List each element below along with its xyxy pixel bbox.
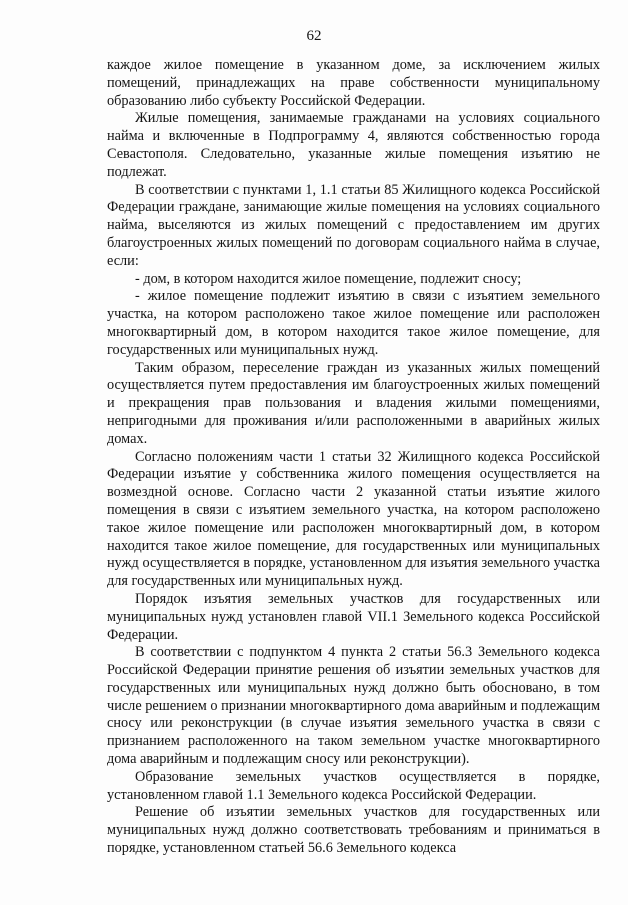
list-item: - дом, в котором находится жилое помещение, подлежит сносу; [135,270,522,287]
paragraph: Жилые помещения, занимаемые гражданами на условиях социального найма и включенные в Подпрограмму 4, являются собственностью города Севастополя. Следовательно, указанные жилые помещения изъятию не подлежат. [107,110,600,180]
list-item: - жилое помещение подлежит изъятию в связи с изъятием земельного участка, на котором расположено такое жилое помещение или расположен многоквартирный дом, в котором находится такое жилое помещение, для государственных или муниципальных нужд. [107,288,600,358]
paragraph: Таким образом, переселение граждан из указанных жилых помещений осуществляется путем предоставления им благоустроенных жилых помещений и прекращения прав пользования и владения жилыми помещениями, непригодными для проживания и/или расположенными в аварийных жилых домах. [107,359,600,447]
page-number: 62 [306,28,322,44]
paragraph: Решение об изъятии земельных участков для государственных или муниципальных нужд должно соответствовать требованиям и приниматься в порядке, установленном статьей 56.6 Земельного кодекса [107,804,600,857]
paragraph: Образование земельных участков осуществляется в порядке, установленном главой 1.1 Земельного кодекса Российской Федерации. [107,768,600,803]
body-text [107,57,600,858]
paragraph-continued: каждое жилое помещение в указанном доме, за исключением жилых помещений, принадлежащих на праве собственности муниципальному образованию либо субъекту Российской Федерации. [107,57,600,109]
paragraph: Порядок изъятия земельных участков для государственных или муниципальных нужд установлен главой VII.1 Земельного кодекса Российской Федерации. [107,590,600,643]
paragraph: В соответствии с пунктами 1, 1.1 статьи 85 Жилищного кодекса Российской Федерации граждане, занимающие жилые помещения на условиях социального найма, выселяются из жилых помещений с предоставлением им других благоустроенных жилых помещений по договорам социального найма в случае, если: [107,181,600,269]
paragraph: В соответствии с подпунктом 4 пункта 2 статьи 56.3 Земельного кодекса Российской Федерации принятие решения об изъятии земельных участков для государственных или муниципальных нужд должно быть обосновано, в том числе решением о признании многоквартирного дома аварийным и подлежащим сносу или реконструкции (в случае изъятия земельного участка в связи с признанием расположенного на таком земельном участке многоквартирного дома аварийным и подлежащим сносу или реконструкции). [107,644,600,768]
paragraph: Согласно положениям части 1 статьи 32 Жилищного кодекса Российской Федерации изъятие у собственника жилого помещения осуществляется на возмездной основе. Согласно части 2 указанной статьи изъятие жилого помещения в связи с изъятием земельного участка, на котором расположено такое жилое помещение или расположен многоквартирный дом, в котором находится такое жилое помещение, для государственных или муниципальных нужд осуществляется в порядке, установленном для изъятия земельного участка для государственных или муниципальных нужд. [107,448,600,590]
